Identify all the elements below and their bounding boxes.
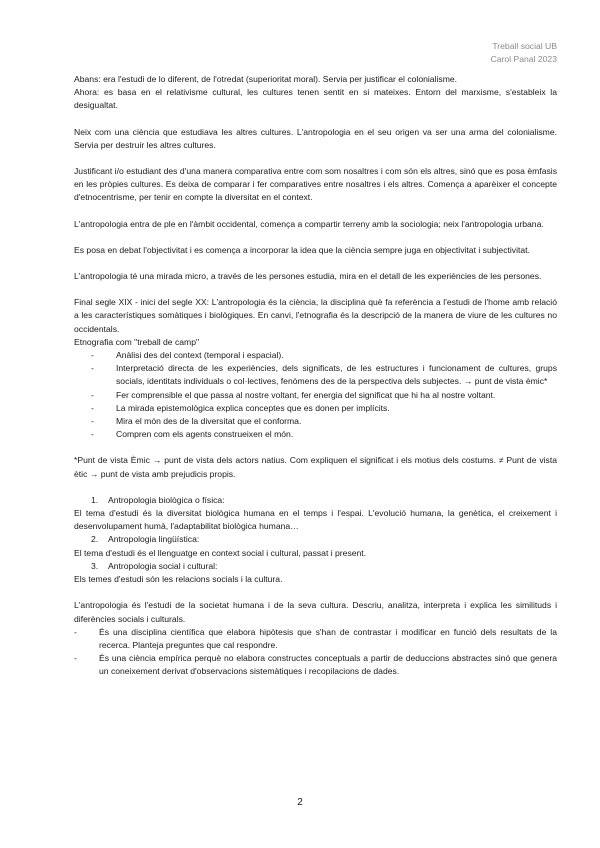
branch-number: 2.	[91, 534, 99, 545]
footnote-emic: *Punt de vista Èmic → punt de vista dels actors natius. Com expliquen el significat i els motius dels costums. ≠ Punt de vista ètic → punt de vista amb prejudicis propis.	[74, 455, 557, 479]
list-item: - Compren com els agents construeixen el món.	[116, 428, 557, 441]
branch-heading	[74, 560, 557, 573]
paragraph-abans: Abans: era l'estudi de lo diferent, de l'otredat (superioritat moral). Servia per justificar el colonialisme.	[74, 74, 458, 84]
branch-title: Antropologia lingüística:	[108, 534, 200, 545]
definicio-list	[74, 626, 557, 679]
branch-title: Antropologia social i cultural:	[108, 560, 218, 571]
paragraph-segle-xix: Final segle XIX - inici del segle XX: L'antropologia és la ciència, la disciplina què fa referència a l'estudi de l'home amb relació a les característiques somàtiques i biològiques. En canvi, l'etnografia és la descripció de la manera de viure de les cultures no occidentals.	[74, 297, 557, 334]
paragraph-mirada-micro: L'antropologia té una mirada micro, a través de les persones estudia, mira en el detall de les experiències de les persones.	[74, 271, 542, 282]
list-item: - La mirada epistemològica explica conceptes que es donen per implícits.	[116, 402, 557, 415]
paragraph-objectivitat: Es posa en debat l'objectivitat i es comença a incorporar la idea que la ciència sempre juga en objectivitat i subjectivitat.	[74, 244, 530, 255]
page-number: 2	[297, 797, 303, 808]
branch-text: El tema d'estudi és la diversitat biològica humana en el temps i l'espai. L'evolució humana, la genètica, el creixement i desenvolupament humà, l'adaptabilitat biològica humana…	[74, 508, 557, 532]
header-author: Carol Panal 2023	[490, 54, 557, 64]
paragraph-definicio: L'antropologia és l'estudi de la societat humana i de la seva cultura. Descriu, analitza, interpreta i explica les similituds i diferències socials i culturals.	[74, 600, 557, 624]
branches-list	[74, 533, 557, 546]
document-body	[74, 73, 557, 679]
header-course: Treball social UB	[492, 41, 557, 51]
branch-text: El tema d'estudi és el llenguatge en context social i cultural, passat i present.	[74, 547, 367, 558]
paragraph-occidental: L'antropologia entra de ple en l'àmbit occidental, comença a compartir terreny amb la sociologia; neix l'antropologia urbana.	[74, 218, 544, 229]
list-item: - És una ciència empírica perquè no elabora constructes conceptuals a partir de deduccions abstractes sinó que genera un coneixement derivat d'observacions sistemàtiques i recopilacions de dades.	[99, 652, 557, 678]
branch-text: Els temes d'estudi són les relacions socials i la cultura.	[74, 574, 283, 585]
branch-number: 1.	[91, 494, 99, 505]
list-item: - És una disciplina científica que elabora hipòtesis que s'han de contrastar i modificar en funció dels resultats de la recerca. Planteja preguntes que cal respondre.	[99, 626, 557, 652]
paragraph-ahora: Ahora: es basa en el relativisme cultural, les cultures tenen sentit en si mateixes. Entorn del marxisme, s'estableix la desigualtat.	[74, 87, 557, 111]
list-item: - Mira el món des de la diversitat que el conforma.	[116, 415, 557, 428]
branch-heading	[74, 494, 557, 507]
branch-title: Antropologia biològica o física:	[108, 494, 225, 505]
paragraph-comparativa: Justificant i/o estudiant des d'una manera comparativa entre com som nosaltres i com són els altres, sinó que es posa èmfasis en les pròpies cultures. Es deixa de comparar i fer comparatives entre nosaltres i els altres. Comença a aparèixer el concepte d'etnocentrisme, per tenir en compte la diversitat en el context.	[74, 166, 557, 203]
branches-list	[74, 494, 557, 507]
page-header	[491, 40, 557, 66]
list-item: - Interpretació directa de les experiències, dels significats, de les estructures i funcionament de cultures, grups socials, identitats individuals o col·lectives, fenòmens des de la perspectiva dels subjectes. → punt de vista èmic*	[116, 362, 557, 388]
paragraph-origen: Neix com una ciència que estudiava les altres cultures. L'antropologia en el seu origen va ser una arma del colonialisme. Servia per destruir les altres cultures.	[74, 126, 557, 150]
branch-heading	[74, 533, 557, 546]
list-item: - Fer comprensible el que passa al nostre voltant, fer energia del significat que hi ha al nostre voltant.	[116, 389, 557, 402]
etnografia-title: Etnografia com "treball de camp"	[74, 336, 200, 347]
branch-number: 3.	[91, 560, 99, 571]
list-item: - Anàlisi des del context (temporal i espacial).	[116, 349, 557, 362]
etnografia-list	[74, 349, 557, 441]
branches-list	[74, 560, 557, 573]
